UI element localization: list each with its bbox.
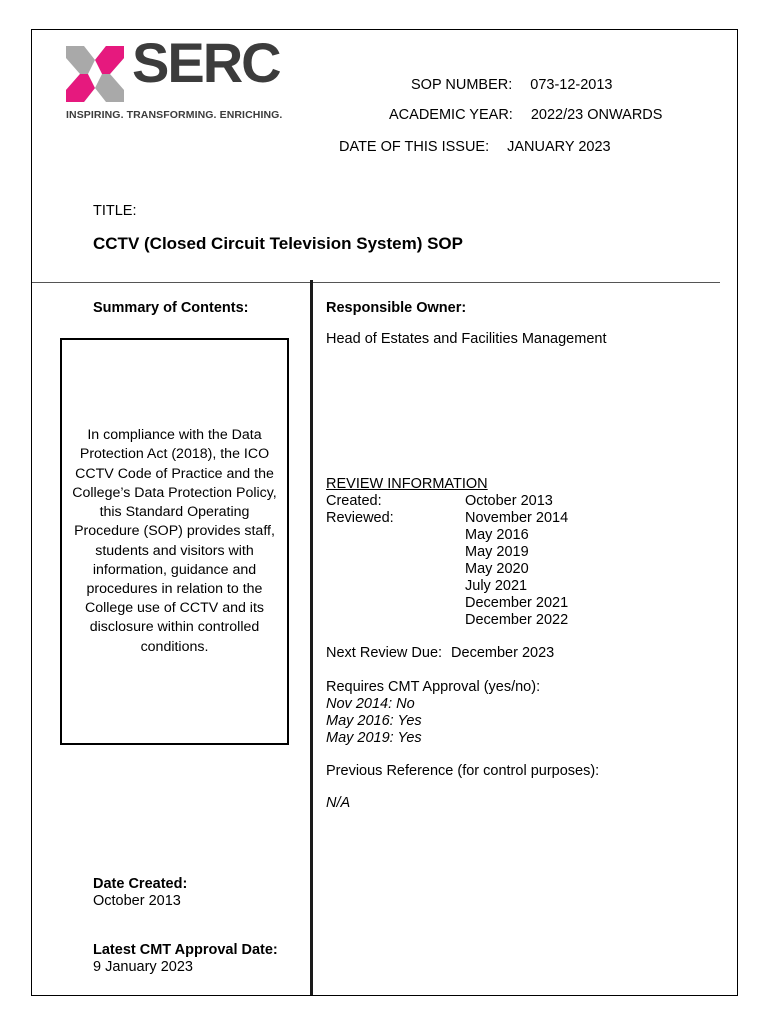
owner-heading: Responsible Owner: — [326, 300, 467, 316]
summary-heading: Summary of Contents: — [93, 300, 249, 316]
review-reviewed-row — [326, 510, 568, 629]
review-date: May 2019 — [465, 544, 529, 560]
title-label: TITLE: — [93, 203, 137, 219]
date-created-value: October 2013 — [93, 893, 181, 909]
next-review-due — [326, 645, 554, 661]
issue-date-label: DATE OF THIS ISSUE: — [339, 139, 490, 155]
review-date: July 2021 — [465, 578, 528, 594]
logo-tagline: INSPIRING. TRANSFORMING. ENRICHING. — [66, 109, 283, 121]
vertical-divider — [310, 280, 313, 995]
previous-reference-label: Previous Reference (for control purposes): — [326, 763, 600, 779]
latest-cmt-label: Latest CMT Approval Date: — [93, 942, 278, 958]
date-created-label: Date Created: — [93, 876, 188, 892]
issue-date-row — [339, 139, 611, 155]
issue-date-value: JANUARY 2023 — [507, 139, 611, 155]
review-created-value: October 2013 — [465, 493, 553, 509]
cmt-entry: Nov 2014: No — [326, 696, 415, 712]
cmt-approval — [326, 679, 540, 747]
cmt-entry: May 2016: Yes — [326, 713, 422, 729]
sop-number-value: 073-12-2013 — [530, 77, 613, 93]
next-review-value: December 2023 — [451, 645, 555, 661]
latest-cmt-approval — [93, 942, 278, 976]
latest-cmt-value: 9 January 2023 — [93, 959, 193, 975]
review-dates-list — [465, 510, 568, 629]
review-date: May 2020 — [465, 561, 529, 577]
academic-year-label: ACADEMIC YEAR: — [389, 107, 513, 123]
date-created — [93, 876, 187, 910]
review-information — [326, 476, 568, 629]
sop-number-row — [411, 77, 613, 93]
owner-value: Head of Estates and Facilities Management — [326, 331, 607, 347]
summary-box — [60, 338, 289, 745]
cmt-approval-label: Requires CMT Approval (yes/no): — [326, 679, 541, 695]
summary-body: In compliance with the Data Protection Act (2018), the ICO CCTV Code of Practice and the College’s Data Protection Policy, this Standard Operating Procedure (SOP) provides staff, students and visitors with information, guidance and procedures in relation to the College use of CCTV and its disclosure within controlled conditions. — [72, 427, 277, 655]
horizontal-divider — [32, 282, 720, 283]
review-reviewed-label: Reviewed: — [326, 510, 394, 526]
review-date: November 2014 — [465, 510, 569, 526]
sop-number-label: SOP NUMBER: — [411, 77, 513, 93]
logo-wordmark: SERC — [132, 31, 280, 94]
review-date: December 2022 — [465, 612, 569, 628]
review-heading: REVIEW INFORMATION — [326, 476, 488, 492]
review-created-row — [326, 493, 568, 510]
previous-reference-value: N/A — [326, 795, 351, 811]
review-date: May 2016 — [465, 527, 529, 543]
cmt-entry: May 2019: Yes — [326, 730, 422, 746]
serc-logo-icon — [64, 44, 126, 104]
next-review-label: Next Review Due: — [326, 645, 443, 661]
serc-logo — [64, 31, 283, 121]
document-title: CCTV (Closed Circuit Television System) SOP — [93, 234, 463, 253]
academic-year-row — [389, 107, 662, 123]
review-date: December 2021 — [465, 595, 569, 611]
review-created-label: Created: — [326, 493, 382, 509]
academic-year-value: 2022/23 ONWARDS — [530, 107, 663, 123]
